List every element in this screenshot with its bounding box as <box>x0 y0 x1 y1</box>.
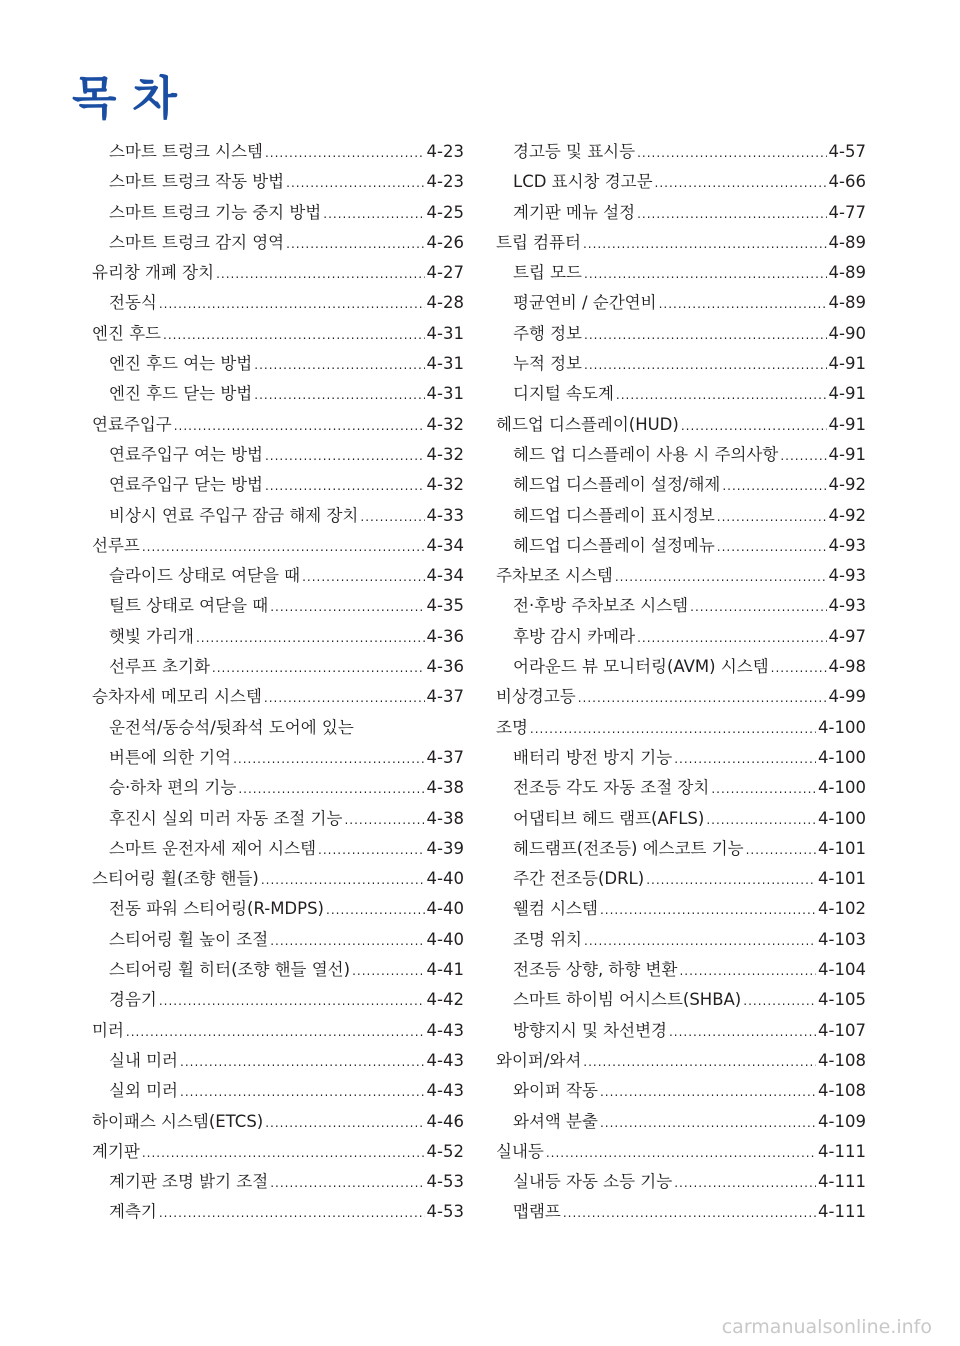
toc-entry-title: 전·후방 주차보조 시스템 <box>513 596 689 616</box>
toc-leader-dots <box>583 1055 816 1069</box>
toc-leader-dots <box>233 752 424 766</box>
toc-entry[interactable] <box>496 683 866 713</box>
toc-entry-title: 연료주입구 <box>92 414 172 434</box>
toc-entry-page: 4-77 <box>828 202 866 222</box>
toc-entry-page: 4-111 <box>818 1141 866 1161</box>
toc-entry-title: 비상경고등 <box>496 687 576 707</box>
toc-entry[interactable] <box>92 1017 464 1047</box>
toc-entry[interactable] <box>92 380 464 410</box>
toc-leader-dots <box>126 1025 425 1039</box>
toc-entry-page: 4-43 <box>426 1020 464 1040</box>
toc-leader-dots <box>530 722 816 736</box>
toc-entry-title: 미러 <box>92 1020 124 1040</box>
toc-entry-page: 4-102 <box>818 899 866 919</box>
toc-entry-title: 스마트 트렁크 감지 영역 <box>109 232 285 252</box>
toc-leader-dots <box>318 843 425 857</box>
toc-entry-page: 4-23 <box>426 172 464 192</box>
toc-entry[interactable] <box>496 259 866 289</box>
toc-entry-page: 4-39 <box>426 838 464 858</box>
toc-entry-title: 스마트 트렁크 작동 방법 <box>109 172 285 192</box>
toc-entry[interactable] <box>496 986 866 1016</box>
toc-entry-page: 4-93 <box>828 596 866 616</box>
toc-entry-title: 평균연비 / 순간연비 <box>513 293 657 313</box>
toc-entry-title: 전조등 각도 자동 조절 장치 <box>513 778 710 798</box>
toc-leader-dots <box>674 752 816 766</box>
toc-entry-page: 4-41 <box>426 960 464 980</box>
toc-entry-title: 실내등 자동 소등 기능 <box>513 1172 673 1192</box>
toc-entry[interactable] <box>496 289 866 319</box>
toc-entry[interactable] <box>92 774 464 804</box>
toc-leader-dots <box>265 146 425 160</box>
toc-entry[interactable] <box>92 835 464 865</box>
toc-entry-title: 후진시 실외 미러 자동 조절 기능 <box>109 808 343 828</box>
toc-entry-page: 4-101 <box>818 838 866 858</box>
toc-leader-dots <box>261 873 425 887</box>
toc-leader-dots <box>717 540 827 554</box>
toc-entry-title: 스마트 운전자세 제어 시스템 <box>109 838 317 858</box>
toc-entry-page: 4-53 <box>426 1172 464 1192</box>
toc-entry-title: 스티어링 휠 히터(조향 핸들 열선) <box>109 960 351 980</box>
toc-leader-dots <box>142 540 425 554</box>
toc-entry-page: 4-92 <box>828 505 866 525</box>
toc-entry[interactable] <box>496 199 866 229</box>
toc-entry[interactable] <box>92 653 464 683</box>
toc-leader-dots <box>238 782 424 796</box>
toc-entry-title: 계기판 조명 밝기 조절 <box>109 1172 269 1192</box>
toc-entry-page: 4-111 <box>818 1202 866 1222</box>
toc-entry-title: 엔진 후드 여는 방법 <box>109 354 253 374</box>
toc-entry[interactable] <box>92 926 464 956</box>
toc-entry-page: 4-52 <box>426 1141 464 1161</box>
toc-entry[interactable] <box>92 562 464 592</box>
toc-leader-dots <box>286 237 424 251</box>
toc-entry-page: 4-91 <box>828 444 866 464</box>
toc-entry-title: 와이퍼 작동 <box>513 1081 598 1101</box>
toc-entry-page: 4-91 <box>828 354 866 374</box>
toc-entry[interactable] <box>92 289 464 319</box>
toc-entry[interactable] <box>496 774 866 804</box>
toc-entry[interactable] <box>92 229 464 259</box>
toc-entry-page: 4-97 <box>828 626 866 646</box>
toc-leader-dots <box>637 146 826 160</box>
toc-entry-title: 맵램프 <box>513 1202 561 1222</box>
toc-entry[interactable] <box>92 320 464 350</box>
toc-entry-title: 계기판 메뉴 설정 <box>513 202 636 222</box>
toc-entry[interactable] <box>92 168 464 198</box>
toc-entry-page: 4-89 <box>828 232 866 252</box>
toc-entry-title: 엔진 후드 <box>92 323 162 343</box>
toc-leader-dots <box>600 1116 816 1130</box>
toc-entry-title: 스마트 트렁크 시스템 <box>109 142 263 161</box>
toc-leader-dots <box>344 813 424 827</box>
toc-entry-page: 4-109 <box>818 1111 866 1131</box>
toc-leader-dots <box>681 419 827 433</box>
toc-leader-dots <box>659 297 827 311</box>
toc-entry[interactable] <box>92 623 464 653</box>
toc-entry-title: 주차보조 시스템 <box>496 566 613 586</box>
toc-entry-title: 비상시 연료 주입구 잠금 해제 장치 <box>109 505 359 525</box>
toc-leader-dots <box>216 267 424 281</box>
toc-entry-page: 4-32 <box>426 444 464 464</box>
toc-entry-page: 4-90 <box>828 323 866 343</box>
toc-entry-title: 헤드 업 디스플레이 사용 시 주의사항 <box>513 444 779 464</box>
toc-entry-page: 4-53 <box>426 1202 464 1222</box>
toc-leader-dots <box>717 510 827 524</box>
toc-leader-dots <box>655 176 827 190</box>
toc-entry[interactable] <box>92 1198 464 1228</box>
toc-leader-dots <box>159 994 425 1008</box>
toc-entry-title: 하이패스 시스템(ETCS) <box>92 1111 264 1131</box>
toc-leader-dots <box>711 782 816 796</box>
toc-entry-title: 와이퍼/와셔 <box>496 1050 582 1070</box>
toc-leader-dots <box>637 207 826 221</box>
toc-entry[interactable] <box>496 623 866 653</box>
toc-entry-title: 어라운드 뷰 모니터링(AVM) 시스템 <box>513 657 769 677</box>
toc-leader-dots <box>142 1146 425 1160</box>
toc-entry-title: 연료주입구 닫는 방법 <box>109 475 263 495</box>
toc-leader-dots <box>743 994 816 1008</box>
toc-entry[interactable] <box>92 744 464 774</box>
toc-entry[interactable] <box>496 865 866 895</box>
toc-entry-page: 4-100 <box>818 778 866 798</box>
toc-entry-title: 유리창 개폐 장치 <box>92 263 215 283</box>
toc-entry-page: 4-34 <box>426 566 464 586</box>
toc-entry-title: 경고등 및 표시등 <box>513 142 636 161</box>
toc-leader-dots <box>563 1206 816 1220</box>
toc-entry[interactable] <box>496 956 866 986</box>
toc-entry-title: 후방 감시 카메라 <box>513 626 636 646</box>
toc-leader-dots <box>771 661 827 675</box>
toc-leader-dots <box>584 934 816 948</box>
toc-leader-dots <box>360 510 424 524</box>
toc-leader-dots <box>270 934 424 948</box>
toc-entry-page: 4-37 <box>426 747 464 767</box>
toc-entry-title: 승·하차 편의 기능 <box>109 778 237 798</box>
toc-entry-title: 실내 미러 <box>109 1050 179 1070</box>
toc-leader-dots <box>196 631 425 645</box>
toc-entry[interactable] <box>496 653 866 683</box>
toc-entry-title: 트립 모드 <box>513 263 583 283</box>
toc-entry[interactable] <box>92 865 464 895</box>
toc-entry[interactable] <box>496 138 866 168</box>
toc-entry-title: 경음기 <box>109 990 157 1010</box>
toc-entry-page: 4-99 <box>828 687 866 707</box>
toc-entry-page: 4-40 <box>426 869 464 889</box>
toc-leader-dots <box>180 1055 425 1069</box>
toc-leader-dots <box>584 358 827 372</box>
toc-entry-title: 전동식 <box>109 293 157 313</box>
toc-entry-page: 4-35 <box>426 596 464 616</box>
toc-entry-title: 실내등 <box>496 1141 544 1161</box>
toc-entry-page: 4-32 <box>426 414 464 434</box>
toc-leader-dots <box>286 176 424 190</box>
toc-entry[interactable] <box>496 471 866 501</box>
toc-leader-dots <box>546 1146 816 1160</box>
toc-entry-title: 트립 컴퓨터 <box>496 232 581 252</box>
toc-entry[interactable] <box>92 441 464 471</box>
toc-entry-title: 선루프 <box>92 535 140 555</box>
toc-entry-page: 4-36 <box>426 657 464 677</box>
toc-entry[interactable] <box>92 350 464 380</box>
toc-entry-page: 4-31 <box>426 354 464 374</box>
toc-leader-dots <box>780 449 826 463</box>
toc-entry-title: 조명 <box>496 717 528 737</box>
toc-leader-dots <box>578 691 827 705</box>
toc-leader-dots <box>584 328 827 342</box>
toc-leader-dots <box>270 600 424 614</box>
toc-entry[interactable] <box>92 805 464 835</box>
toc-entry[interactable] <box>496 320 866 350</box>
toc-entry[interactable] <box>496 714 866 744</box>
toc-leader-dots <box>326 903 425 917</box>
toc-entry-page: 4-93 <box>828 566 866 586</box>
toc-entry-title: 헤드업 디스플레이 설정메뉴 <box>513 535 715 555</box>
toc-entry[interactable] <box>92 1047 464 1077</box>
toc-entry-title: 헤드업 디스플레이 표시정보 <box>513 505 715 525</box>
toc-entry-title: 헤드업 디스플레이 설정/해제 <box>513 475 721 495</box>
toc-entry[interactable] <box>92 714 464 744</box>
toc-entry[interactable] <box>496 1017 866 1047</box>
toc-leader-dots <box>600 903 816 917</box>
toc-entry-page: 4-33 <box>426 505 464 525</box>
toc-entry-page: 4-57 <box>828 142 866 161</box>
toc-leader-dots <box>265 479 425 493</box>
toc-leader-dots <box>600 1085 816 1099</box>
toc-entry-page: 4-98 <box>828 657 866 677</box>
toc-right-column <box>496 138 866 1229</box>
toc-entry-title: 운전석/동승석/뒷좌석 도어에 있는 <box>109 717 354 737</box>
toc-entry[interactable] <box>92 683 464 713</box>
toc-leader-dots <box>646 873 816 887</box>
toc-entry[interactable] <box>92 1168 464 1198</box>
toc-leader-dots <box>584 267 827 281</box>
toc-leader-dots <box>254 388 424 402</box>
toc-leader-dots <box>265 1116 424 1130</box>
toc-entry-page: 4-42 <box>426 990 464 1010</box>
toc-leader-dots <box>159 297 425 311</box>
toc-entry-page: 4-43 <box>426 1081 464 1101</box>
toc-entry[interactable] <box>92 411 464 441</box>
toc-entry[interactable] <box>92 1077 464 1107</box>
toc-entry[interactable] <box>92 259 464 289</box>
toc-leader-dots <box>270 1176 424 1190</box>
toc-leader-dots <box>180 1085 425 1099</box>
toc-leader-dots <box>706 813 816 827</box>
toc-entry-page: 4-28 <box>426 293 464 313</box>
toc-leader-dots <box>174 419 425 433</box>
toc-entry-page: 4-43 <box>426 1050 464 1070</box>
toc-entry-title: 웰컴 시스템 <box>513 899 598 919</box>
toc-entry-page: 4-36 <box>426 626 464 646</box>
toc-entry-title: 선루프 초기화 <box>109 657 210 677</box>
toc-leader-dots <box>302 570 424 584</box>
toc-entry-page: 4-27 <box>426 263 464 283</box>
toc-entry[interactable] <box>92 895 464 925</box>
toc-entry-title: 스마트 하이빔 어시스트(SHBA) <box>513 990 742 1010</box>
toc-entry-page: 4-103 <box>818 929 866 949</box>
toc-entry-page: 4-37 <box>426 687 464 707</box>
toc-leader-dots <box>583 237 827 251</box>
toc-entry-page: 4-105 <box>818 990 866 1010</box>
toc-entry[interactable] <box>496 441 866 471</box>
toc-entry[interactable] <box>496 380 866 410</box>
toc-entry-title: 헤드램프(전조등) 에스코트 기능 <box>513 838 744 858</box>
toc-leader-dots <box>669 1025 816 1039</box>
toc-entry-page: 4-108 <box>818 1050 866 1070</box>
toc-entry-page: 4-66 <box>828 172 866 192</box>
toc-entry-title: 배터리 방전 방지 기능 <box>513 747 673 767</box>
toc-entry-title: 방향지시 및 차선변경 <box>513 1020 667 1040</box>
toc-entry-page: 4-108 <box>818 1081 866 1101</box>
toc-entry[interactable] <box>496 168 866 198</box>
toc-entry-page: 4-107 <box>818 1020 866 1040</box>
toc-entry-page: 4-89 <box>828 263 866 283</box>
toc-entry-title: 햇빛 가리개 <box>109 626 194 646</box>
toc-entry-page: 4-93 <box>828 535 866 555</box>
toc-leader-dots <box>674 1176 816 1190</box>
toc-leader-dots <box>159 1206 425 1220</box>
toc-entry-title: 버튼에 의한 기억 <box>109 747 232 767</box>
toc-entry-page: 4-92 <box>828 475 866 495</box>
toc-entry[interactable] <box>496 895 866 925</box>
toc-entry[interactable] <box>496 1047 866 1077</box>
toc-entry-page: 4-91 <box>828 414 866 434</box>
toc-leader-dots <box>254 358 424 372</box>
toc-leader-dots <box>264 691 425 705</box>
toc-entry[interactable] <box>92 532 464 562</box>
toc-entry-title: 디지털 속도계 <box>513 384 614 404</box>
toc-entry-page: 4-111 <box>818 1172 866 1192</box>
toc-entry-page: 4-40 <box>426 899 464 919</box>
toc-entry[interactable] <box>92 986 464 1016</box>
toc-leader-dots <box>637 631 826 645</box>
toc-entry[interactable] <box>496 592 866 622</box>
toc-entry-page: 4-40 <box>426 929 464 949</box>
toc-entry-title: 어댑티브 헤드 램프(AFLS) <box>513 808 705 828</box>
toc-entry[interactable] <box>496 1168 866 1198</box>
toc-entry-title: 와셔액 분출 <box>513 1111 598 1131</box>
toc-entry-page: 4-101 <box>818 869 866 889</box>
toc-entry[interactable] <box>496 229 866 259</box>
toc-entry-title: 주간 전조등(DRL) <box>513 869 645 889</box>
toc-entry[interactable] <box>92 471 464 501</box>
toc-entry-title: 스티어링 휠 높이 조절 <box>109 929 269 949</box>
toc-entry-page: 4-89 <box>828 293 866 313</box>
toc-entry-title: 계측기 <box>109 1202 157 1222</box>
toc-entry[interactable] <box>92 199 464 229</box>
toc-entry-page: 4-25 <box>426 202 464 222</box>
toc-entry-title: 틸트 상태로 여닫을 때 <box>109 596 269 616</box>
toc-leader-dots <box>615 570 827 584</box>
toc-entry[interactable] <box>92 502 464 532</box>
toc-left-column <box>92 138 464 1229</box>
toc-entry-page: 4-34 <box>426 535 464 555</box>
toc-entry-page: 4-46 <box>426 1111 464 1131</box>
toc-entry-title: 전동 파워 스티어링(R-MDPS) <box>109 899 324 919</box>
toc-entry-page: 4-31 <box>426 323 464 343</box>
toc-entry-title: 연료주입구 여는 방법 <box>109 444 263 464</box>
toc-entry-page: 4-100 <box>818 717 866 737</box>
toc-entry-page: 4-91 <box>828 384 866 404</box>
toc-entry-page: 4-100 <box>818 808 866 828</box>
toc-entry-page: 4-26 <box>426 232 464 252</box>
toc-entry-title: 조명 위치 <box>513 929 583 949</box>
toc-leader-dots <box>265 449 425 463</box>
toc-entry[interactable] <box>496 350 866 380</box>
toc-entry-page: 4-104 <box>818 960 866 980</box>
toc-entry[interactable] <box>496 805 866 835</box>
toc-entry[interactable] <box>496 502 866 532</box>
toc-entry-page: 4-31 <box>426 384 464 404</box>
toc-entry[interactable] <box>496 744 866 774</box>
toc-entry[interactable] <box>496 1138 866 1168</box>
toc-entry[interactable] <box>92 1108 464 1138</box>
toc-entry-title: 전조등 상향, 하향 변환 <box>513 960 678 980</box>
toc-entry[interactable] <box>496 562 866 592</box>
toc-leader-dots <box>323 207 424 221</box>
toc-entry-page: 4-32 <box>426 475 464 495</box>
toc-entry[interactable] <box>496 1198 866 1228</box>
toc-entry-title: 주행 정보 <box>513 323 583 343</box>
toc-leader-dots <box>690 600 826 614</box>
toc-entry[interactable] <box>92 1138 464 1168</box>
toc-entry-title: 엔진 후드 닫는 방법 <box>109 384 253 404</box>
toc-leader-dots <box>679 964 816 978</box>
toc-entry[interactable] <box>496 926 866 956</box>
toc-entry-title: 실외 미러 <box>109 1081 179 1101</box>
toc-entry[interactable] <box>496 532 866 562</box>
toc-entry-title: 스마트 트렁크 기능 중지 방법 <box>109 202 322 222</box>
toc-leader-dots <box>616 388 827 402</box>
toc-entry[interactable] <box>92 956 464 986</box>
toc-entry-page: 4-38 <box>426 808 464 828</box>
toc-entry[interactable] <box>92 592 464 622</box>
toc-entry[interactable] <box>496 411 866 441</box>
toc-entry-title: LCD 표시창 경고문 <box>513 172 653 192</box>
toc-entry-title: 스티어링 휠(조향 핸들) <box>92 869 259 889</box>
toc-leader-dots <box>212 661 425 675</box>
toc-entry-title: 슬라이드 상태로 여닫을 때 <box>109 566 301 586</box>
toc-entry-page: 4-38 <box>426 778 464 798</box>
toc-entry[interactable] <box>496 835 866 865</box>
toc-entry-page: 4-23 <box>426 142 464 161</box>
toc-entry-title: 승차자세 메모리 시스템 <box>92 687 262 707</box>
toc-entry-title: 헤드업 디스플레이(HUD) <box>496 414 679 434</box>
toc-entry[interactable] <box>496 1108 866 1138</box>
page-title: 목 차 <box>72 71 177 125</box>
toc-entry-title: 계기판 <box>92 1141 140 1161</box>
toc-entry-page: 4-100 <box>818 747 866 767</box>
toc-entry-title: 누적 정보 <box>513 354 583 374</box>
toc-leader-dots <box>163 328 425 342</box>
watermark-text: carmanualsonline.info <box>721 1316 932 1338</box>
toc-leader-dots <box>722 479 826 493</box>
toc-entry[interactable] <box>496 1077 866 1107</box>
toc-leader-dots <box>746 843 816 857</box>
toc-entry[interactable] <box>92 138 464 168</box>
toc-leader-dots <box>352 964 424 978</box>
